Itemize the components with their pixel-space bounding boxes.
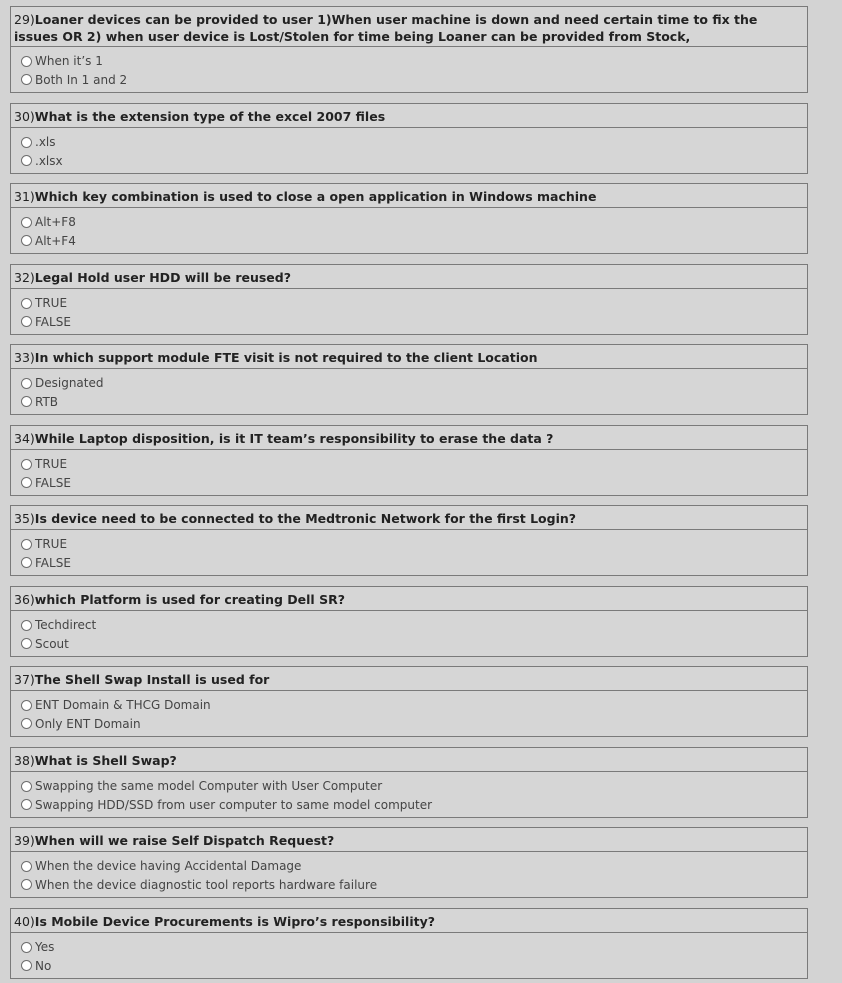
options-group bbox=[10, 47, 808, 93]
options-group bbox=[10, 450, 808, 496]
question-block bbox=[10, 505, 808, 576]
question-text: Is device need to be connected to the Medtronic Network for the first Login? bbox=[34, 511, 577, 526]
answer-option[interactable] bbox=[19, 393, 807, 412]
option-label: Yes bbox=[35, 940, 55, 955]
answer-option[interactable] bbox=[19, 715, 807, 734]
answer-option[interactable] bbox=[19, 52, 807, 71]
radio-button[interactable] bbox=[21, 620, 32, 631]
option-label: Alt+F8 bbox=[35, 215, 76, 230]
question-text: When will we raise Self Dispatch Request? bbox=[34, 833, 335, 848]
answer-option[interactable] bbox=[19, 294, 807, 313]
question-header bbox=[10, 666, 808, 691]
answer-option[interactable] bbox=[19, 232, 807, 251]
question-block bbox=[10, 6, 808, 93]
option-label: Alt+F4 bbox=[35, 233, 76, 248]
question-text: which Platform is used for creating Dell SR? bbox=[34, 592, 345, 607]
radio-button[interactable] bbox=[21, 396, 32, 407]
question-block bbox=[10, 425, 808, 496]
question-number: 32) bbox=[14, 270, 35, 285]
radio-button[interactable] bbox=[21, 960, 32, 971]
question-header bbox=[10, 6, 808, 47]
answer-option[interactable] bbox=[19, 777, 807, 796]
question-block bbox=[10, 344, 808, 415]
question-text: What is Shell Swap? bbox=[34, 753, 177, 768]
radio-button[interactable] bbox=[21, 861, 32, 872]
option-label: When the device diagnostic tool reports hardware failure bbox=[35, 877, 378, 892]
question-header bbox=[10, 103, 808, 128]
question-number: 31) bbox=[14, 189, 35, 204]
answer-option[interactable] bbox=[19, 374, 807, 393]
question-header bbox=[10, 586, 808, 611]
answer-option[interactable] bbox=[19, 313, 807, 332]
question-header bbox=[10, 747, 808, 772]
options-group bbox=[10, 369, 808, 415]
option-label: Swapping the same model Computer with User Computer bbox=[35, 779, 383, 794]
answer-option[interactable] bbox=[19, 71, 807, 90]
options-group bbox=[10, 208, 808, 254]
question-block bbox=[10, 103, 808, 174]
question-text: In which support module FTE visit is not required to the client Location bbox=[34, 350, 538, 365]
radio-button[interactable] bbox=[21, 781, 32, 792]
options-group bbox=[10, 611, 808, 657]
question-text: While Laptop disposition, is it IT team’s responsibility to erase the data ? bbox=[34, 431, 554, 446]
answer-option[interactable] bbox=[19, 554, 807, 573]
question-number: 36) bbox=[14, 592, 35, 607]
answer-option[interactable] bbox=[19, 455, 807, 474]
question-header bbox=[10, 908, 808, 933]
option-label: Designated bbox=[35, 376, 104, 391]
radio-button[interactable] bbox=[21, 459, 32, 470]
radio-button[interactable] bbox=[21, 700, 32, 711]
option-label: Techdirect bbox=[35, 618, 97, 633]
option-label: RTB bbox=[35, 394, 59, 409]
answer-option[interactable] bbox=[19, 696, 807, 715]
question-header bbox=[10, 344, 808, 369]
radio-button[interactable] bbox=[21, 799, 32, 810]
option-label: When the device having Accidental Damage bbox=[35, 859, 302, 874]
option-label: Both In 1 and 2 bbox=[35, 72, 128, 87]
radio-button[interactable] bbox=[21, 557, 32, 568]
question-text: What is the extension type of the excel 2007 files bbox=[34, 109, 386, 124]
option-label: .xls bbox=[35, 135, 56, 150]
question-text: Legal Hold user HDD will be reused? bbox=[34, 270, 291, 285]
option-label: .xlsx bbox=[35, 153, 63, 168]
option-label: ENT Domain & THCG Domain bbox=[35, 698, 211, 713]
answer-option[interactable] bbox=[19, 616, 807, 635]
answer-option[interactable] bbox=[19, 857, 807, 876]
option-label: TRUE bbox=[35, 296, 68, 311]
question-header bbox=[10, 827, 808, 852]
answer-option[interactable] bbox=[19, 535, 807, 554]
question-header bbox=[10, 264, 808, 289]
options-group bbox=[10, 852, 808, 898]
options-group bbox=[10, 691, 808, 737]
question-block bbox=[10, 264, 808, 335]
answer-option[interactable] bbox=[19, 152, 807, 171]
option-label: No bbox=[35, 958, 52, 973]
radio-button[interactable] bbox=[21, 235, 32, 246]
option-label: FALSE bbox=[35, 555, 71, 570]
question-text: Loaner devices can be provided to user 1)When user machine is down and need certain time to fix the issues OR 2) when user device is Lost/Stolen for time being Loaner can be provided from Stock, bbox=[14, 12, 758, 44]
question-number: 38) bbox=[14, 753, 35, 768]
options-group bbox=[10, 289, 808, 335]
radio-button[interactable] bbox=[21, 477, 32, 488]
question-number: 39) bbox=[14, 833, 35, 848]
question-block bbox=[10, 183, 808, 254]
question-block bbox=[10, 666, 808, 737]
radio-button[interactable] bbox=[21, 879, 32, 890]
question-number: 33) bbox=[14, 350, 35, 365]
options-group bbox=[10, 128, 808, 174]
question-header bbox=[10, 505, 808, 530]
answer-option[interactable] bbox=[19, 635, 807, 654]
answer-option[interactable] bbox=[19, 213, 807, 232]
question-block bbox=[10, 908, 808, 979]
option-label: FALSE bbox=[35, 314, 71, 329]
radio-button[interactable] bbox=[21, 56, 32, 67]
radio-button[interactable] bbox=[21, 638, 32, 649]
question-text: The Shell Swap Install is used for bbox=[34, 672, 270, 687]
radio-button[interactable] bbox=[21, 316, 32, 327]
options-group bbox=[10, 933, 808, 979]
question-block bbox=[10, 586, 808, 657]
question-number: 40) bbox=[14, 914, 35, 929]
answer-option[interactable] bbox=[19, 474, 807, 493]
option-label: TRUE bbox=[35, 537, 68, 552]
radio-button[interactable] bbox=[21, 718, 32, 729]
answer-option[interactable] bbox=[19, 876, 807, 895]
option-label: Only ENT Domain bbox=[35, 716, 141, 731]
option-label: FALSE bbox=[35, 475, 71, 490]
question-header bbox=[10, 425, 808, 450]
question-number: 37) bbox=[14, 672, 35, 687]
radio-button[interactable] bbox=[21, 137, 32, 148]
question-number: 35) bbox=[14, 511, 35, 526]
radio-button[interactable] bbox=[21, 217, 32, 228]
radio-button[interactable] bbox=[21, 74, 32, 85]
answer-option[interactable] bbox=[19, 796, 807, 815]
question-block bbox=[10, 827, 808, 898]
question-text: Is Mobile Device Procurements is Wipro’s responsibility? bbox=[34, 914, 435, 929]
option-label: Swapping HDD/SSD from user computer to same model computer bbox=[35, 797, 433, 812]
radio-button[interactable] bbox=[21, 378, 32, 389]
option-label: When it’s 1 bbox=[35, 54, 103, 69]
answer-option[interactable] bbox=[19, 133, 807, 152]
radio-button[interactable] bbox=[21, 539, 32, 550]
answer-option[interactable] bbox=[19, 957, 807, 976]
radio-button[interactable] bbox=[21, 155, 32, 166]
option-label: TRUE bbox=[35, 457, 68, 472]
question-number: 30) bbox=[14, 109, 35, 124]
question-block bbox=[10, 747, 808, 818]
radio-button[interactable] bbox=[21, 298, 32, 309]
options-group bbox=[10, 772, 808, 818]
question-header bbox=[10, 183, 808, 208]
answer-option[interactable] bbox=[19, 938, 807, 957]
radio-button[interactable] bbox=[21, 942, 32, 953]
question-number: 29) bbox=[14, 12, 35, 27]
question-number: 34) bbox=[14, 431, 35, 446]
question-text: Which key combination is used to close a open application in Windows machine bbox=[34, 189, 597, 204]
option-label: Scout bbox=[35, 636, 69, 651]
options-group bbox=[10, 530, 808, 576]
